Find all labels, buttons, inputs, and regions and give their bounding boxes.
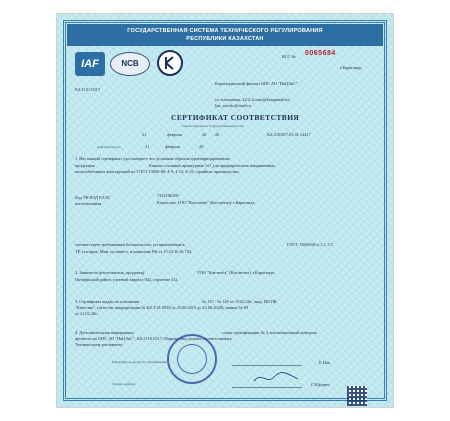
basis-label: 3. Сертификат выдан на основании	[75, 299, 140, 304]
basis-application-date: от 21.02.20г.;	[75, 311, 99, 316]
manufacturer: Казахстан, ТОО "Kaz-metiz" (Каз-метиз), г.Караганда	[157, 200, 255, 205]
hs-code: 7312106109	[157, 193, 179, 198]
section-2-intro: соответствует требованиям безопасности, установленным в	[75, 242, 185, 247]
section-1-intro: 1. Настоящий сертификат удостоверяет, что должным образом идентифицированная	[75, 156, 230, 161]
manufactured-label: изготовленная	[75, 201, 102, 206]
additional-info-control: провести на ОПС АО "НаЦЭкС", KZ.O.10.0317; Маркировка должна соответствовать	[75, 336, 232, 341]
technical-regulation: ТР, утв.прик. Мин. по инвест. и развитию РК от 15.10.16 № 724.	[75, 249, 193, 254]
serial-number: 0065684	[305, 50, 336, 57]
additional-info-marking: Техническому регламенту	[75, 342, 123, 347]
applicant-address: Октябрьский район, учетный квартал 042, строение 412.	[75, 277, 179, 282]
header-line-1: ГОСУДАРСТВЕННАЯ СИСТЕМА ТЕХНИЧЕСКОГО РЕГУЛИРОВАНИЯ	[127, 28, 323, 34]
header-line-2: РЕСПУБЛИКИ КАЗАХСТАН	[186, 36, 264, 42]
official-stamp	[167, 334, 217, 384]
basis-accreditation: "Качество", (аттестат аккредитации № KZ.T.01.0830 от 23.06.2015 до 23.06.2020); заявки № 69	[75, 305, 249, 310]
valid-until-label: Действителен до	[97, 145, 121, 149]
head-signature-name: Е.Пак	[319, 360, 330, 365]
head-signature-line	[232, 365, 302, 366]
issuer-address: ул.Алиханова, 22/2, kcsms@karaganda.kz,	[215, 97, 291, 102]
date-to-month: февраля	[165, 144, 180, 149]
date-to-year-end: 20	[199, 144, 204, 149]
certificate-header	[67, 24, 383, 46]
serial-prefix: КСС №	[282, 54, 296, 59]
ncb-logo: NCB	[110, 52, 150, 76]
issuer-email: kar_nacekc@mail.ru	[215, 103, 251, 108]
product-standard: железобетонных конструкций по ГОСТ 13840-68: 4-9; 4-12; 4-15; серийное производство;	[75, 169, 240, 174]
issuer-branch: Карагандинский филиал ОПС АО "НаЦЭкС"	[215, 81, 298, 86]
expert-signature-icon	[252, 369, 302, 387]
expert-signature-line	[232, 387, 302, 388]
iaf-logo: IAF	[75, 52, 105, 76]
applicant-name: ТОО "Kaz-metiz" (Каз-метиз), г.Караганда,	[197, 270, 275, 275]
date-from-day: 21	[142, 132, 147, 137]
state-register-number: KZ.3103I17.01.01.14417	[267, 132, 311, 137]
product-name: Каналы стальные арматурные 1x7 для предварительно напряженных	[149, 163, 276, 168]
additional-info-scheme: схема сертификации № 3; инспекционный контроль	[222, 330, 318, 335]
certificate-sheet	[57, 14, 393, 407]
expert-signature-label: Эксперт-аудитор	[112, 382, 136, 386]
additional-info-label: 4. Дополнительная информация	[75, 330, 134, 335]
date-from-year-end: 20	[215, 132, 220, 137]
date-from-year: 20	[202, 132, 207, 137]
product-label: продукция	[75, 163, 95, 168]
hs-code-label: Код ТН ВЭД ЕАЭС	[75, 195, 111, 200]
basis-protocols: № 127 - № 129 от 19.02.20г., выд. ИЛ ПК	[202, 299, 277, 304]
certificate-title-sub: зарегистрирован в Государственном реестре	[182, 124, 245, 128]
kz-mark-icon	[157, 50, 183, 76]
applicant-label: 2. Заявитель (изготовитель, продавец)	[75, 270, 145, 275]
qr-code	[347, 386, 367, 406]
date-to-day: 21	[145, 144, 150, 149]
certificate-title: СЕРТИФИКАТ СООТВЕТСТВИЯ	[171, 113, 300, 122]
registration-number: KZ.O.01.0317	[75, 87, 100, 92]
head-signature-label: Руководитель органа по сертификации	[112, 360, 167, 364]
compliance-standard: ГОСТ 13840-68 п.1.1, 3.7,	[287, 242, 334, 247]
date-from-month: февраля	[167, 132, 182, 137]
expert-signature-name: С.Юрдаеч	[311, 382, 330, 387]
issuer-city: г.Караганда,	[340, 65, 363, 70]
